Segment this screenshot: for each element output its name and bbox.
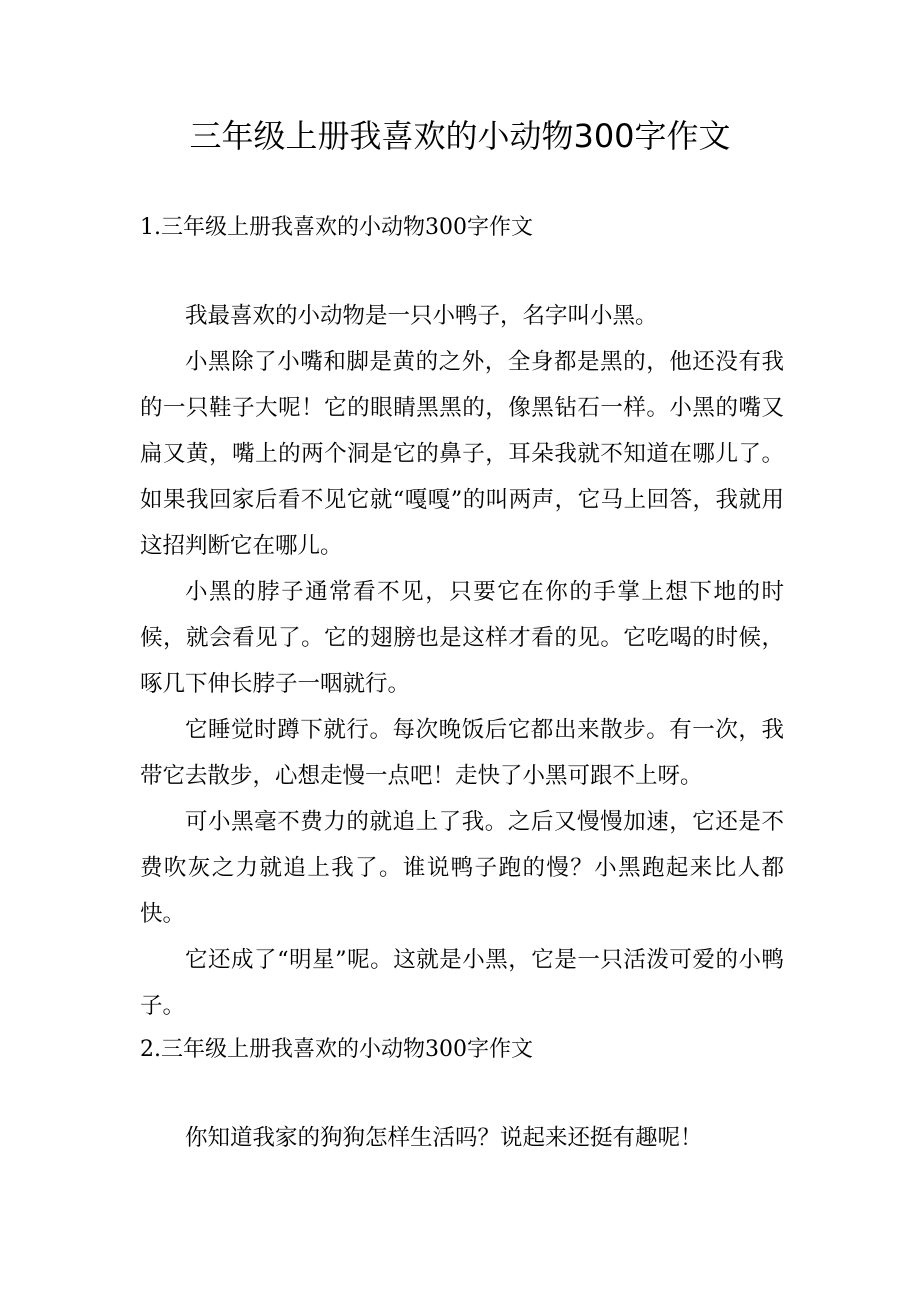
paragraph: 小黑的脖子通常看不见，只要它在你的手掌上想下地的时候，就会看见了。它的翅膀也是这样才看的见。它吃喝的时候，啄几下伸长脖子一咽就行。 bbox=[140, 579, 784, 697]
section-body-1 bbox=[140, 293, 784, 1029]
section-heading-1: 1.三年级上册我喜欢的小动物300字作文 bbox=[140, 215, 533, 240]
section-body-2 bbox=[140, 1115, 784, 1161]
paragraph: 它睡觉时蹲下就行。每次晚饭后它都出来散步。有一次，我带它去散步，心想走慢一点吧！走快了小黑可跟不上呀。 bbox=[140, 717, 784, 789]
paragraph: 它还成了“明星”呢。这就是小黑，它是一只活泼可爱的小鸭子。 bbox=[140, 947, 784, 1019]
paragraph: 小黑除了小嘴和脚是黄的之外，全身都是黑的，他还没有我的一只鞋子大呢！它的眼睛黑黑的，像黑钻石一样。小黑的嘴又扁又黄，嘴上的两个洞是它的鼻子，耳朵我就不知道在哪儿了。如果我回家后看不见它就“嘎嘎”的叫两声，它马上回答，我就用这招判断它在哪儿。 bbox=[140, 349, 784, 559]
page-title: 三年级上册我喜欢的小动物300字作文 bbox=[189, 117, 731, 155]
paragraph: 我最喜欢的小动物是一只小鸭子，名字叫小黑。 bbox=[185, 303, 658, 329]
paragraph: 可小黑毫不费力的就追上了我。之后又慢慢加速，它还是不费吹灰之力就追上我了。谁说鸭子跑的慢？小黑跑起来比人都快。 bbox=[140, 809, 784, 927]
paragraph: 你知道我家的狗狗怎样生活吗？说起来还挺有趣呢！ bbox=[185, 1125, 703, 1151]
section-heading-2: 2.三年级上册我喜欢的小动物300字作文 bbox=[140, 1037, 533, 1062]
